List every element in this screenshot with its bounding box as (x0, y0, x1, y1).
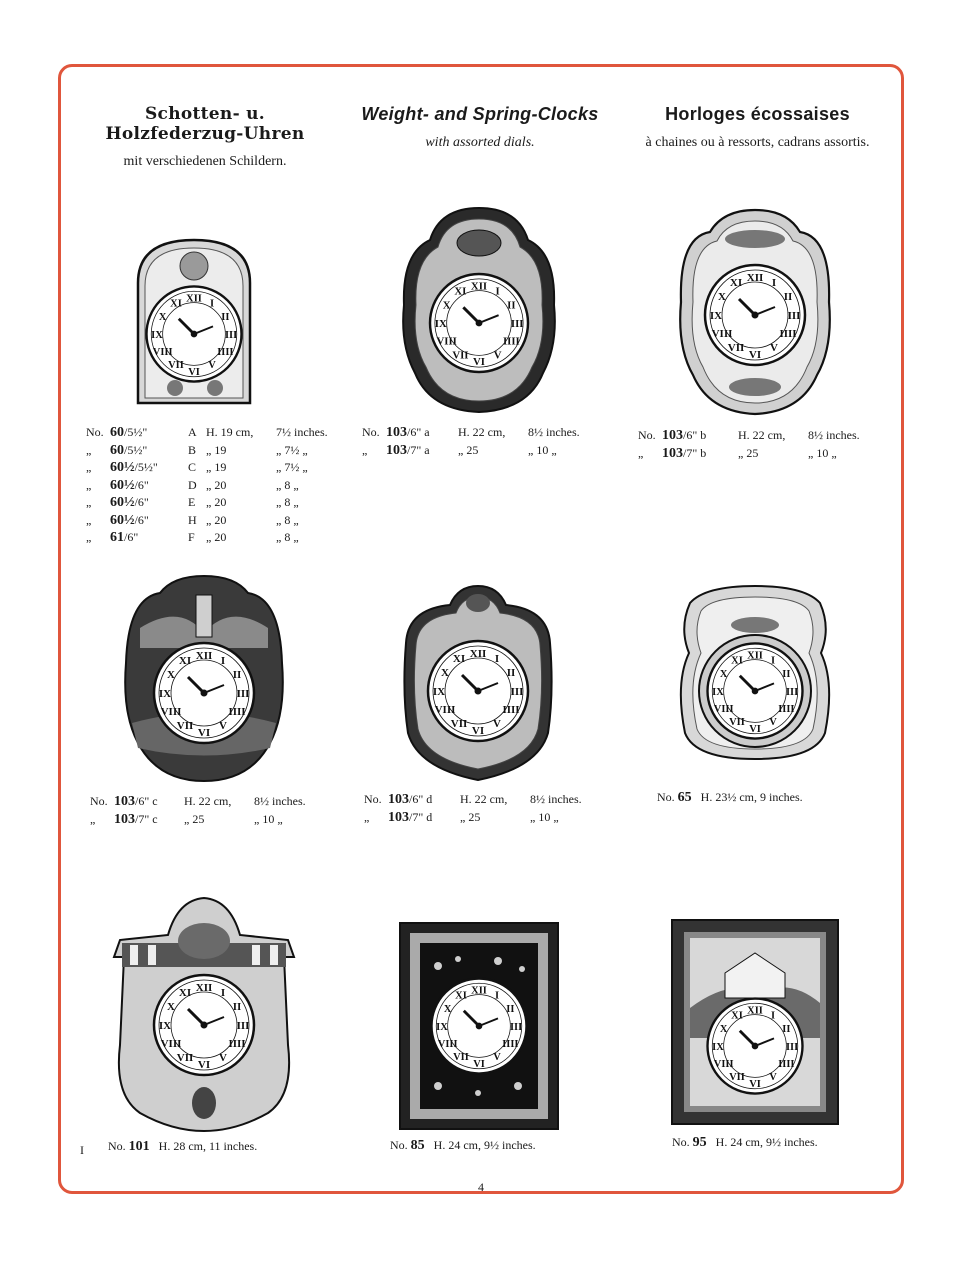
caption-85: No. 85 H. 24 cm, 9½ inches. (390, 1138, 536, 1153)
caption-row: No. 103/6" c H. 22 cm, 8½ inches. (90, 794, 306, 809)
header-english (350, 104, 610, 151)
caption-row: „ 60½/6" E „ 20 „ 8 „ (86, 495, 299, 510)
clock-101-icon (108, 895, 300, 1133)
caption-row: „ 60½/6" H „ 20 „ 8 „ (86, 512, 299, 528)
clock-103a-icon (398, 205, 560, 415)
caption-101: No. 101 H. 28 cm, 11 inches. (108, 1139, 258, 1154)
caption-row: „ 103/7" c „ 25 „ 10 „ (90, 811, 283, 827)
header-french (615, 104, 900, 151)
caption-row: „ 103/7" d „ 25 „ 10 „ (364, 809, 559, 825)
header-german-subtitle: mit verschiedenen Schildern. (123, 154, 287, 169)
caption-row: „ 103/7" a „ 25 „ 10 „ (362, 442, 557, 458)
caption-103a (362, 424, 580, 459)
caption-row: No. 60/5½" A H. 19 cm, 7½ inches. (86, 425, 328, 440)
caption-row: „ 60½/6" D „ 20 „ 8 „ (86, 477, 299, 493)
caption-row: „ 103/7" b „ 25 „ 10 „ (638, 445, 837, 461)
caption-row: No. 103/6" b H. 22 cm, 8½ inches. (638, 428, 860, 443)
caption-row: „ 60/5½" B „ 19 „ 7½ „ (86, 442, 308, 458)
caption-65: No. 65 H. 23½ cm, 9 inches. (657, 790, 803, 805)
margin-mark: I (80, 1143, 84, 1157)
clock-60-icon (135, 238, 253, 406)
header-french-title: Horloges écossaises (665, 104, 850, 124)
caption-row: „ 61/6" F „ 20 „ 8 „ (86, 530, 299, 545)
caption-60 (86, 424, 328, 547)
header-french-subtitle: à chaines ou à ressorts, cadrans assortis. (645, 135, 870, 150)
clock-103d-icon (398, 583, 558, 783)
header-german (80, 104, 330, 170)
caption-row: „ 60½/5½" C „ 19 „ 7½ „ (86, 460, 308, 475)
page-number: 4 (478, 1180, 484, 1194)
caption-103d (364, 791, 582, 826)
clock-65-icon (675, 583, 835, 763)
caption-row: No. 103/6" d H. 22 cm, 8½ inches. (364, 792, 582, 807)
clock-103b-icon (675, 207, 835, 417)
header-english-title: Weight- and Spring-Clocks (361, 104, 599, 124)
caption-103b (638, 427, 860, 462)
clock-85-icon (398, 921, 560, 1131)
caption-row: No. 103/6" a H. 22 cm, 8½ inches. (362, 425, 580, 440)
clock-103c-icon (120, 573, 288, 785)
header-german-title: Schotten- u. Holzfederzug-Uhren (105, 104, 305, 144)
caption-95: No. 95 H. 24 cm, 9½ inches. (672, 1135, 818, 1150)
clock-95-icon (670, 918, 840, 1126)
header-english-subtitle: with assorted dials. (425, 135, 535, 150)
caption-103c (90, 793, 306, 828)
